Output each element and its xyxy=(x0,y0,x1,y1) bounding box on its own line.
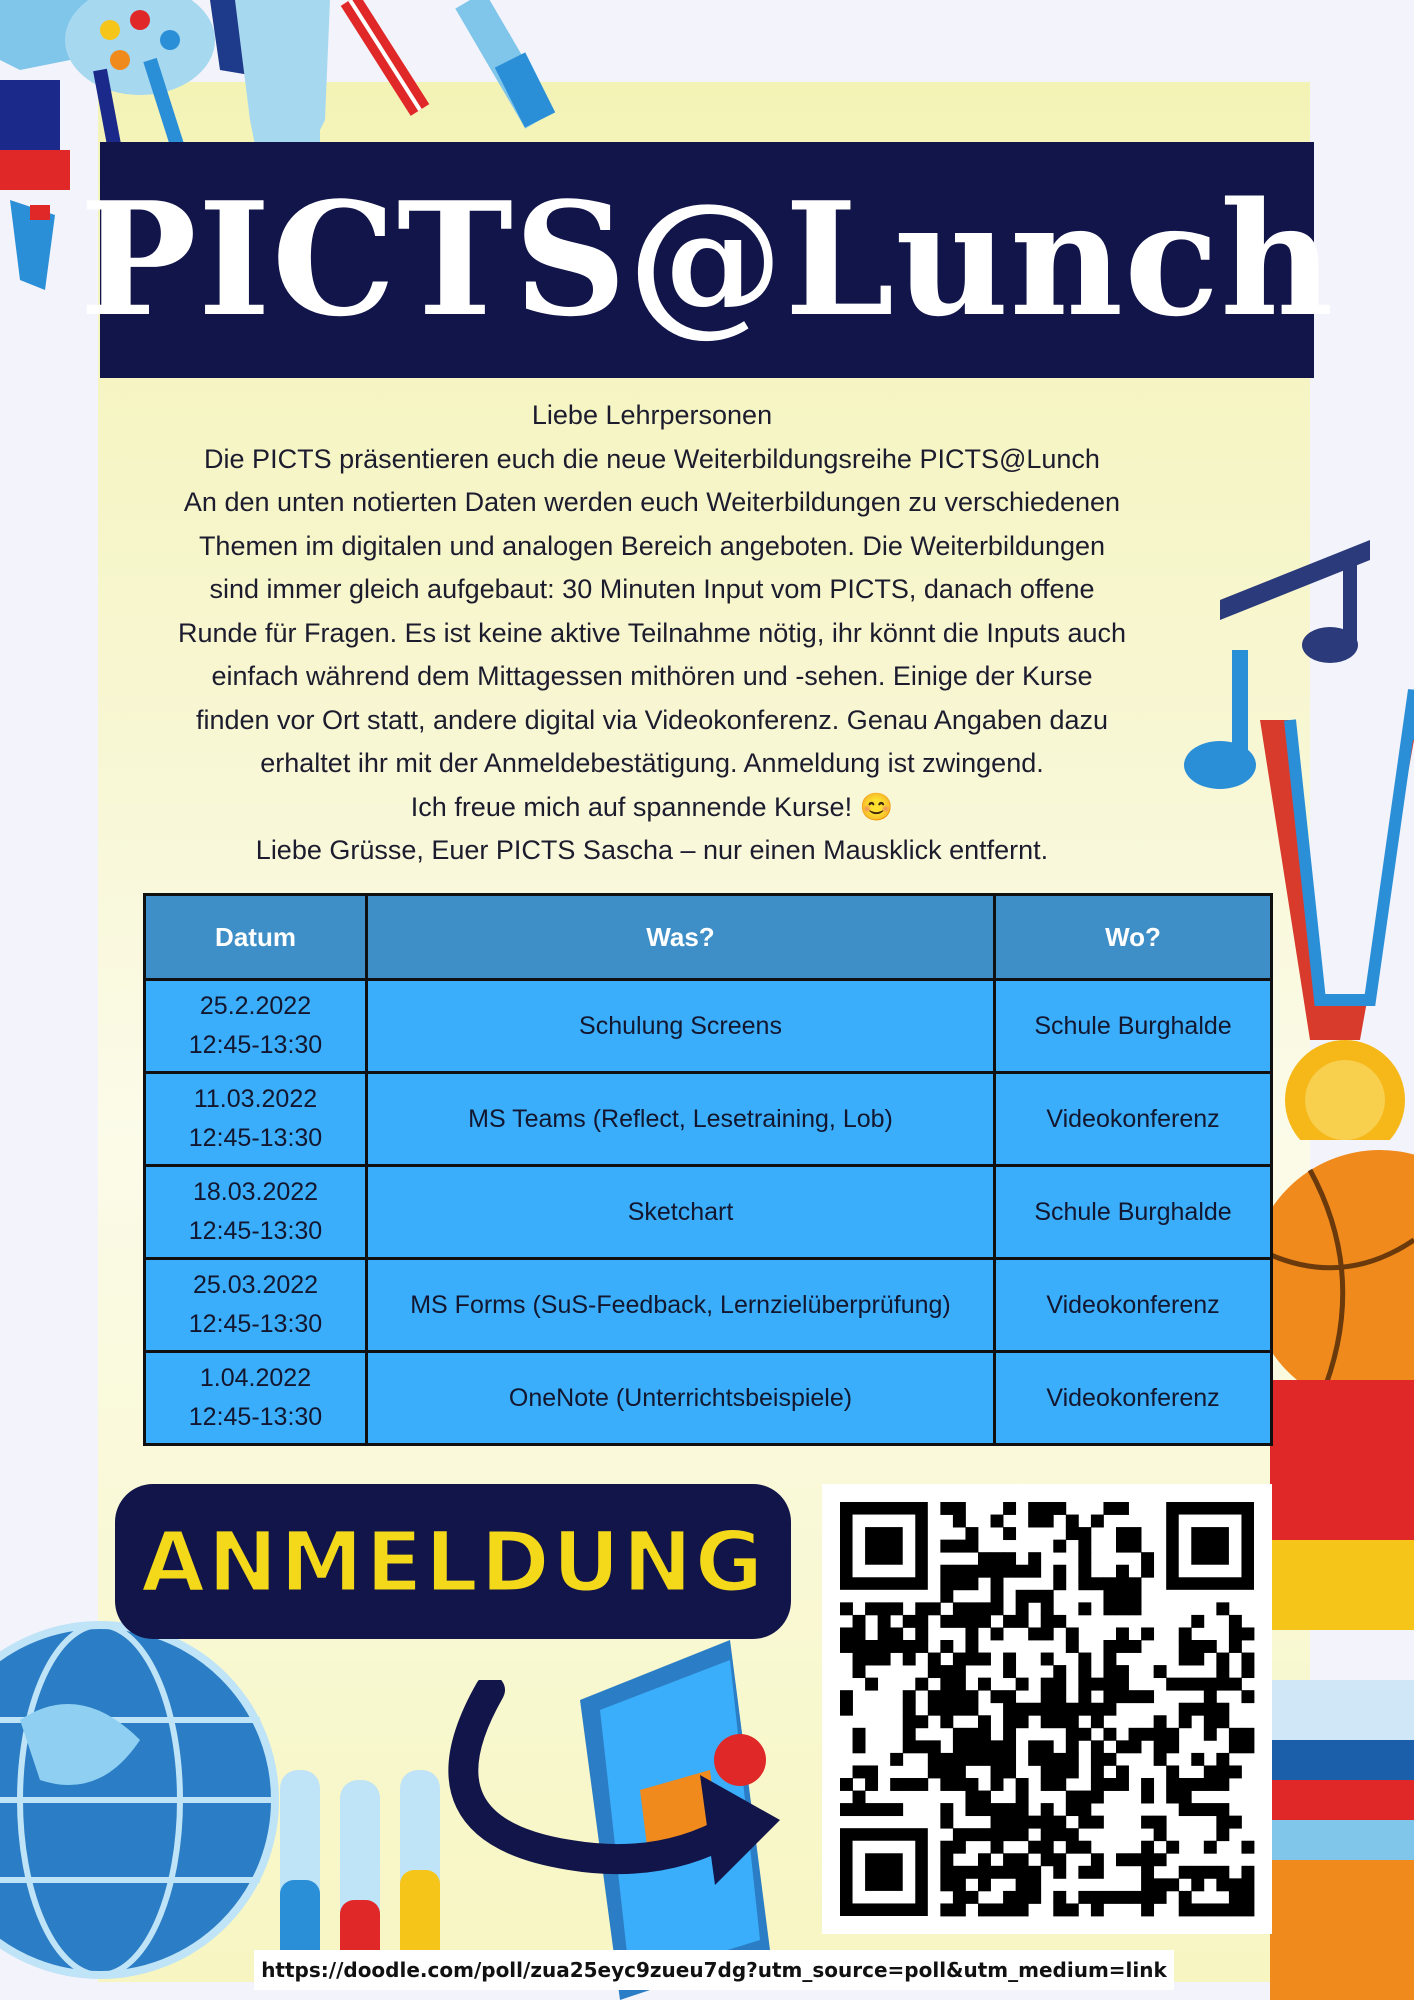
time: 12:45-13:30 xyxy=(188,1124,323,1152)
date-cell xyxy=(145,1166,367,1259)
table-row xyxy=(145,1352,1272,1445)
what-cell: MS Teams (Reflect, Lesetraining, Lob) xyxy=(367,1073,995,1166)
intro-line: Ich freue mich auf spannende Kurse! 😊 xyxy=(410,791,894,822)
date: 25.03.2022 xyxy=(192,1271,319,1299)
date: 25.2.2022 xyxy=(199,992,312,1020)
intro-line: erhaltet ihr mit der Anmeldebestätigung. Anmeldung ist zwingend. xyxy=(260,748,1044,778)
intro-line: Themen im digitalen und analogen Bereich angeboten. Die Weiterbildungen xyxy=(198,530,1106,561)
registration-banner xyxy=(115,1484,791,1639)
date: 18.03.2022 xyxy=(192,1178,319,1206)
header-what: Was? xyxy=(367,895,995,980)
table-row xyxy=(145,1073,1272,1166)
where-cell: Schule Burghalde xyxy=(995,1166,1272,1259)
where-cell: Videokonferenz xyxy=(995,1259,1272,1352)
intro-line: Liebe Grüsse, Euer PICTS Sascha – nur einen Mausklick entfernt. xyxy=(255,835,1049,865)
intro-line: sind immer gleich aufgebaut: 30 Minuten Input vom PICTS, danach offene xyxy=(209,574,1095,604)
what-cell: MS Forms (SuS-Feedback, Lernzielüberprüfung) xyxy=(367,1259,995,1352)
intro-line: Liebe Lehrpersonen xyxy=(531,400,773,430)
intro-line: Die PICTS präsentieren euch die neue Weiterbildungsreihe PICTS@Lunch xyxy=(204,443,1100,474)
registration-link[interactable]: https://doodle.com/poll/zua25eyc9zueu7dg?utm_source=poll&utm_medium=link xyxy=(254,1950,1174,1990)
date: 1.04.2022 xyxy=(199,1364,312,1392)
date-cell xyxy=(145,1352,367,1445)
what-cell: Schulung Screens xyxy=(367,980,995,1073)
date-cell xyxy=(145,1073,367,1166)
intro-line: Runde für Fragen. Es ist keine aktive Teilnahme nötig, ihr könnt die Inputs auch xyxy=(177,617,1127,648)
date-cell xyxy=(145,1259,367,1352)
qr-code-icon[interactable] xyxy=(822,1484,1272,1934)
intro-line: finden vor Ort statt, andere digital via Videokonferenz. Genau Angaben dazu xyxy=(195,704,1109,735)
qr-code-graphic xyxy=(822,1484,1272,1934)
schedule-table xyxy=(143,893,1273,1446)
table-row xyxy=(145,980,1272,1073)
page-title: PICTS@Lunch xyxy=(79,168,1335,351)
bottom-right-books-icon xyxy=(1270,1380,1414,2000)
table-row xyxy=(145,1166,1272,1259)
arrow-icon xyxy=(430,1680,810,1910)
date-cell xyxy=(145,980,367,1073)
time: 12:45-13:30 xyxy=(188,1310,323,1338)
where-cell: Videokonferenz xyxy=(995,1352,1272,1445)
medal-icon xyxy=(1250,680,1414,1140)
table-row xyxy=(145,1259,1272,1352)
date: 11.03.2022 xyxy=(193,1085,318,1113)
table-header-row xyxy=(145,895,1272,980)
time: 12:45-13:30 xyxy=(188,1403,323,1431)
header-where: Wo? xyxy=(995,895,1272,980)
where-cell: Schule Burghalde xyxy=(995,980,1272,1073)
time: 12:45-13:30 xyxy=(188,1217,323,1245)
intro-line: einfach während dem Mittagessen mithören und -sehen. Einige der Kurse xyxy=(211,661,1093,691)
what-cell: OneNote (Unterrichtsbeispiele) xyxy=(367,1352,995,1445)
intro-text xyxy=(100,394,1204,873)
what-cell: Sketchart xyxy=(367,1166,995,1259)
title-banner xyxy=(79,142,1335,378)
registration-label: ANMELDUNG xyxy=(140,1512,766,1611)
globe-icon xyxy=(0,1600,300,2000)
intro-line: An den unten notierten Daten werden euch Weiterbildungen zu verschiedenen xyxy=(183,487,1121,517)
header-date: Datum xyxy=(145,895,367,980)
time: 12:45-13:30 xyxy=(188,1031,323,1059)
where-cell: Videokonferenz xyxy=(995,1073,1272,1166)
